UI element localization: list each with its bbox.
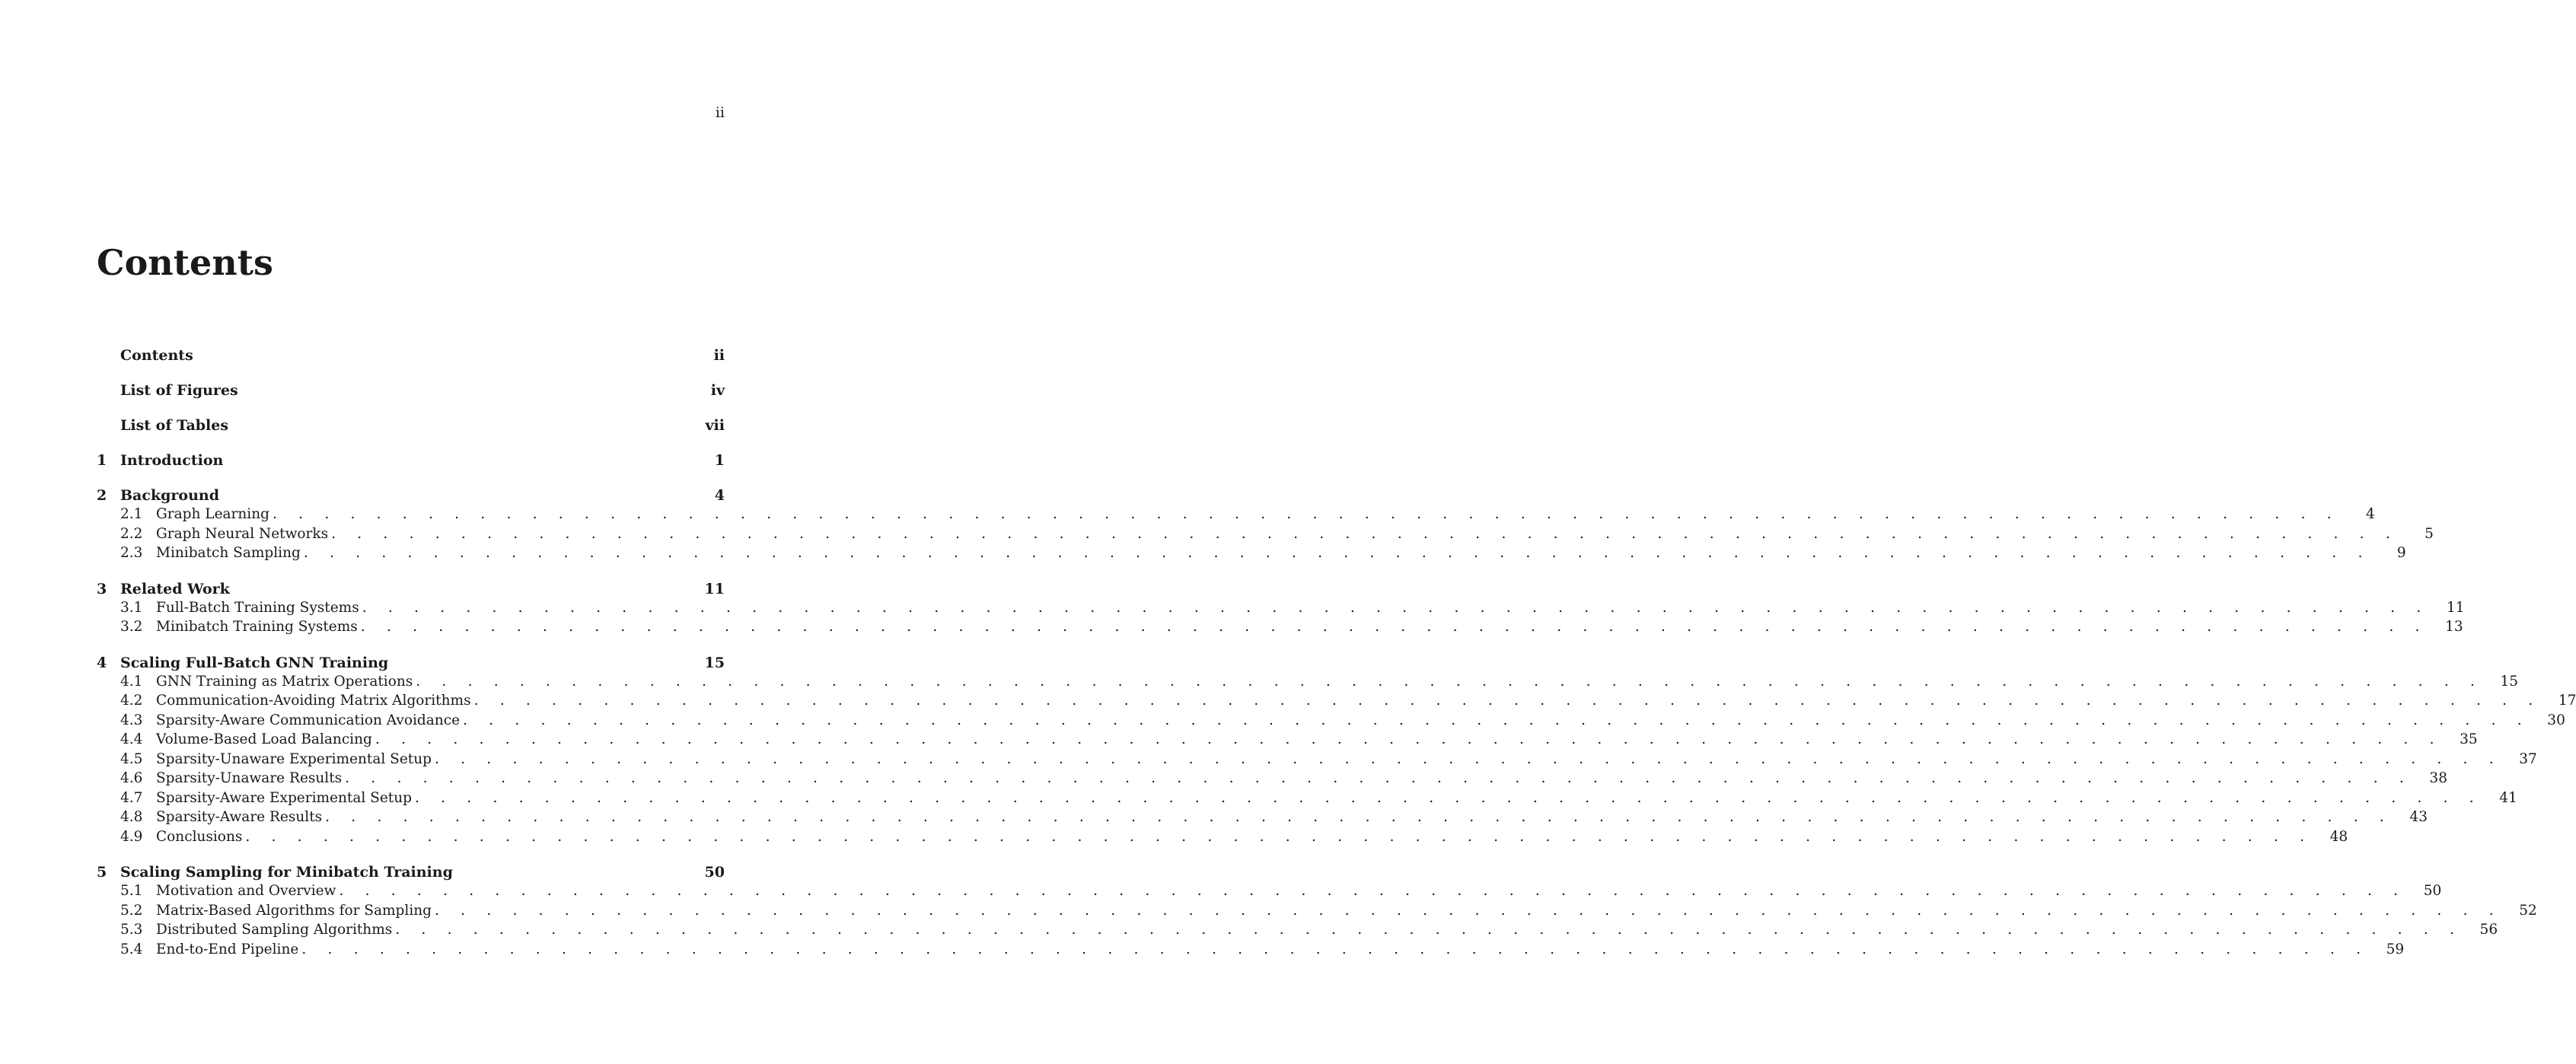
toc-section-number: 4.5 [120,750,143,767]
toc-chapter-entry[interactable] [97,451,725,470]
toc-section-page: 35 [2460,731,2478,747]
dot-leader: . . . . . . . . . . . . . . . . . . . . . . . . . . . . . . . . . . . . . . . . . . . . . . . . . . . . . . . . . . . . . . . . . . . . . . . . . . . . . . . . [303,545,2371,561]
toc-section-number: 5.1 [120,883,143,899]
toc-section-title: Minibatch Training Systems [156,617,361,637]
toc-section-number: 5.4 [120,941,143,957]
dot-leader: . . . . . . . . . . . . . . . . . . . . . . . . . . . . . . . . . . . . . . . . . . . . . . . . . . . . . . . . . . . . . . . . . . . . . . . . . . . . . . . . [325,809,2393,825]
toc-section-title: Communication-Avoiding Matrix Algorithms [156,691,474,711]
toc-section-page: 9 [2396,545,2406,561]
toc-section-page: 11 [2446,599,2465,616]
toc-section-entry[interactable] [97,881,2442,901]
dot-leader: . . . . . . . . . . . . . . . . . . . . . . . . . . . . . . . . . . . . . . . . . . . . . . . . . . . . . . . . . . . . . . . . . . . . . . . . . . . . . . . . [375,731,2443,747]
toc-section-entry[interactable] [97,827,2348,847]
toc-section-number: 3.2 [120,619,143,635]
toc-section-number: 2.1 [120,506,143,522]
toc-section-entry[interactable] [97,505,2375,524]
toc-section-entry[interactable] [97,788,2517,808]
dot-leader: . . . . . . . . . . . . . . . . . . . . . . . . . . . . . . . . . . . . . . . . . . . . . . . . . . . . . . . . . . . . . . . . . . . . . . . . . . . . . . . . [435,902,2502,919]
toc-section-title: Sparsity-Aware Communication Avoidance [156,711,463,731]
toc-section-page: 4 [2366,506,2375,522]
toc-section-page: 50 [2423,883,2442,899]
toc-chapter-title: Related Work [120,580,230,597]
toc-section-page: 43 [2409,809,2428,825]
toc-chapter-title: Contents [120,347,193,364]
toc-section-page: 38 [2429,770,2447,786]
toc-section-page: 5 [2425,525,2434,542]
toc-section-page: 13 [2445,619,2463,635]
dot-leader: . . . . . . . . . . . . . . . . . . . . . . . . . . . . . . . . . . . . . . . . . . . . . . . . . . . . . . . . . . . . . . . . . . . . . . . . . . . . . . . . [463,712,2530,728]
toc-section-number: 4.4 [120,731,143,747]
toc-section-page: 41 [2499,789,2517,806]
toc-section-entry[interactable] [97,920,2498,940]
dot-leader: . . . . . . . . . . . . . . . . . . . . . . . . . . . . . . . . . . . . . . . . . . . . . . . . . . . . . . . . . . . . . . . . . . . . . . . . . . . . . . . . [414,789,2482,806]
toc-section-title: Volume-Based Load Balancing [156,730,375,750]
dot-leader: . . . . . . . . . . . . . . . . . . . . . . . . . . . . . . . . . . . . . . . . . . . . . . . . . . . . . . . . . . . . . . . . . . . . . . . . . . . . . . . . [331,525,2399,542]
toc-section-title: Sparsity-Aware Experimental Setup [156,788,415,808]
dot-leader: . . . . . . . . . . . . . . . . . . . . . . . . . . . . . . . . . . . . . . . . . . . . . . . . . . . . . . . . . . . . . . . . . . . . . . . . . . . . . . . . [362,599,2430,616]
page-title: Contents [97,242,273,283]
toc-chapter-page: 1 [714,452,725,469]
toc-chapter-title: Introduction [120,452,224,469]
toc-chapter-entry[interactable] [97,381,725,400]
toc-section-number: 3.1 [120,599,143,616]
toc-section-entry[interactable] [97,940,2405,960]
toc-section-entry[interactable] [97,598,2465,618]
toc-section-number: 5.3 [120,922,143,938]
toc-section-number: 4.1 [120,673,143,690]
dot-leader: . . . . . . . . . . . . . . . . . . . . . . . . . . . . . . . . . . . . . . . . . . . . . . . . . . . . . . . . . . . . . . . . . . . . . . . . . . . . . . . . [301,941,2370,957]
toc-section-page: 52 [2519,902,2537,919]
toc-section-entry[interactable] [97,769,2447,788]
toc-section-number: 2.2 [120,525,143,542]
page-number: ii [715,104,725,121]
dot-leader: . . . . . . . . . . . . . . . . . . . . . . . . . . . . . . . . . . . . . . . . . . . . . . . . . . . . . . . . . . . . . . . . . . . . . . . . . . . . . . . . [473,693,2542,709]
toc-section-title: Sparsity-Unaware Experimental Setup [156,750,435,769]
toc-section-page: 17 [2558,693,2576,709]
toc-section-page: 30 [2547,712,2565,728]
toc-chapter-page: 50 [704,864,725,881]
toc-section-page: 37 [2519,750,2537,767]
toc-section-page: 59 [2386,941,2405,957]
toc-section-page: 56 [2479,922,2498,938]
toc-chapter-title: List of Figures [120,382,238,399]
toc-section-title: Graph Neural Networks [156,524,331,544]
dot-leader: . . . . . . . . . . . . . . . . . . . . . . . . . . . . . . . . . . . . . . . . . . . . . . . . . . . . . . . . . . . . . . . . . . . . . . . . . . . . . . . . [395,922,2463,938]
toc-section-entry[interactable] [97,691,2576,711]
dot-leader: . . . . . . . . . . . . . . . . . . . . . . . . . . . . . . . . . . . . . . . . . . . . . . . . . . . . . . . . . . . . . . . . . . . . . . . . . . . . . . . . [245,828,2313,845]
toc-section-title: Minibatch Sampling [156,543,304,563]
toc-section-number: 5.2 [120,902,143,919]
toc-chapter-entry[interactable] [97,863,725,881]
toc-section-entry[interactable] [97,524,2434,544]
toc-chapter-number: 2 [97,487,107,504]
toc-section-entry[interactable] [97,750,2537,769]
toc-section-title: Sparsity-Unaware Results [156,769,345,788]
toc-section-title: Motivation and Overview [156,881,339,901]
toc-chapter-page: 15 [704,654,725,671]
toc-section-title: Distributed Sampling Algorithms [156,920,395,940]
toc-section-entry[interactable] [97,672,2519,692]
toc-chapter-page: 4 [714,487,725,504]
toc-chapter-entry[interactable] [97,654,725,672]
dot-leader: . . . . . . . . . . . . . . . . . . . . . . . . . . . . . . . . . . . . . . . . . . . . . . . . . . . . . . . . . . . . . . . . . . . . . . . . . . . . . . . . [416,673,2484,690]
toc-section-number: 4.7 [120,789,143,806]
toc-section-title: Full-Batch Training Systems [156,598,362,618]
toc-chapter-number: 5 [97,864,107,881]
toc-chapter-page: 11 [704,580,725,597]
toc-chapter-page: vii [705,417,725,434]
toc-chapter-entry[interactable] [97,416,725,435]
toc-section-title: Sparsity-Aware Results [156,808,325,827]
toc-chapter-page: iv [710,382,725,399]
toc-section-number: 4.2 [120,693,143,709]
toc-chapter-number: 3 [97,580,107,597]
toc-section-title: GNN Training as Matrix Operations [156,672,416,692]
toc-chapter-title: Background [120,487,219,504]
toc-section-number: 4.6 [120,770,143,786]
toc-chapter-title: Scaling Sampling for Minibatch Training [120,864,453,881]
dot-leader: . . . . . . . . . . . . . . . . . . . . . . . . . . . . . . . . . . . . . . . . . . . . . . . . . . . . . . . . . . . . . . . . . . . . . . . . . . . . . . . . [339,883,2407,899]
toc-chapter-title: List of Tables [120,417,229,434]
toc-section-number: 4.3 [120,712,143,728]
dot-leader: . . . . . . . . . . . . . . . . . . . . . . . . . . . . . . . . . . . . . . . . . . . . . . . . . . . . . . . . . . . . . . . . . . . . . . . . . . . . . . . . [273,506,2340,522]
toc-section-page: 15 [2500,673,2519,690]
toc-chapter-number: 4 [97,654,107,671]
dot-leader: . . . . . . . . . . . . . . . . . . . . . . . . . . . . . . . . . . . . . . . . . . . . . . . . . . . . . . . . . . . . . . . . . . . . . . . . . . . . . . . . [434,750,2502,767]
toc-chapter-entry[interactable] [97,486,725,505]
dot-leader: . . . . . . . . . . . . . . . . . . . . . . . . . . . . . . . . . . . . . . . . . . . . . . . . . . . . . . . . . . . . . . . . . . . . . . . . . . . . . . . . [360,619,2428,635]
dot-leader: . . . . . . . . . . . . . . . . . . . . . . . . . . . . . . . . . . . . . . . . . . . . . . . . . . . . . . . . . . . . . . . . . . . . . . . . . . . . . . . . [345,770,2412,786]
toc-chapter-title: Scaling Full-Batch GNN Training [120,654,389,671]
toc-section-number: 4.8 [120,809,143,825]
toc-chapter-entry[interactable] [97,346,725,365]
toc-section-title: Matrix-Based Algorithms for Sampling [156,901,435,921]
toc-section-number: 2.3 [120,545,143,561]
toc-chapter-entry[interactable] [97,580,725,598]
toc-section-page: 48 [2329,828,2348,845]
toc-section-title: Conclusions [156,827,245,847]
toc-section-entry[interactable] [97,808,2428,827]
toc-chapter-number: 1 [97,452,107,469]
toc-section-entry[interactable] [97,901,2537,921]
toc-section-entry[interactable] [97,711,2565,731]
toc-section-number: 4.9 [120,828,143,845]
toc-section-entry[interactable] [97,543,2406,563]
toc-section-entry[interactable] [97,730,2478,750]
toc-section-title: End-to-End Pipeline [156,940,301,960]
toc-section-title: Graph Learning [156,505,273,524]
toc-chapter-page: ii [713,347,725,364]
toc-section-entry[interactable] [97,617,2463,637]
table-of-contents [97,346,2576,959]
